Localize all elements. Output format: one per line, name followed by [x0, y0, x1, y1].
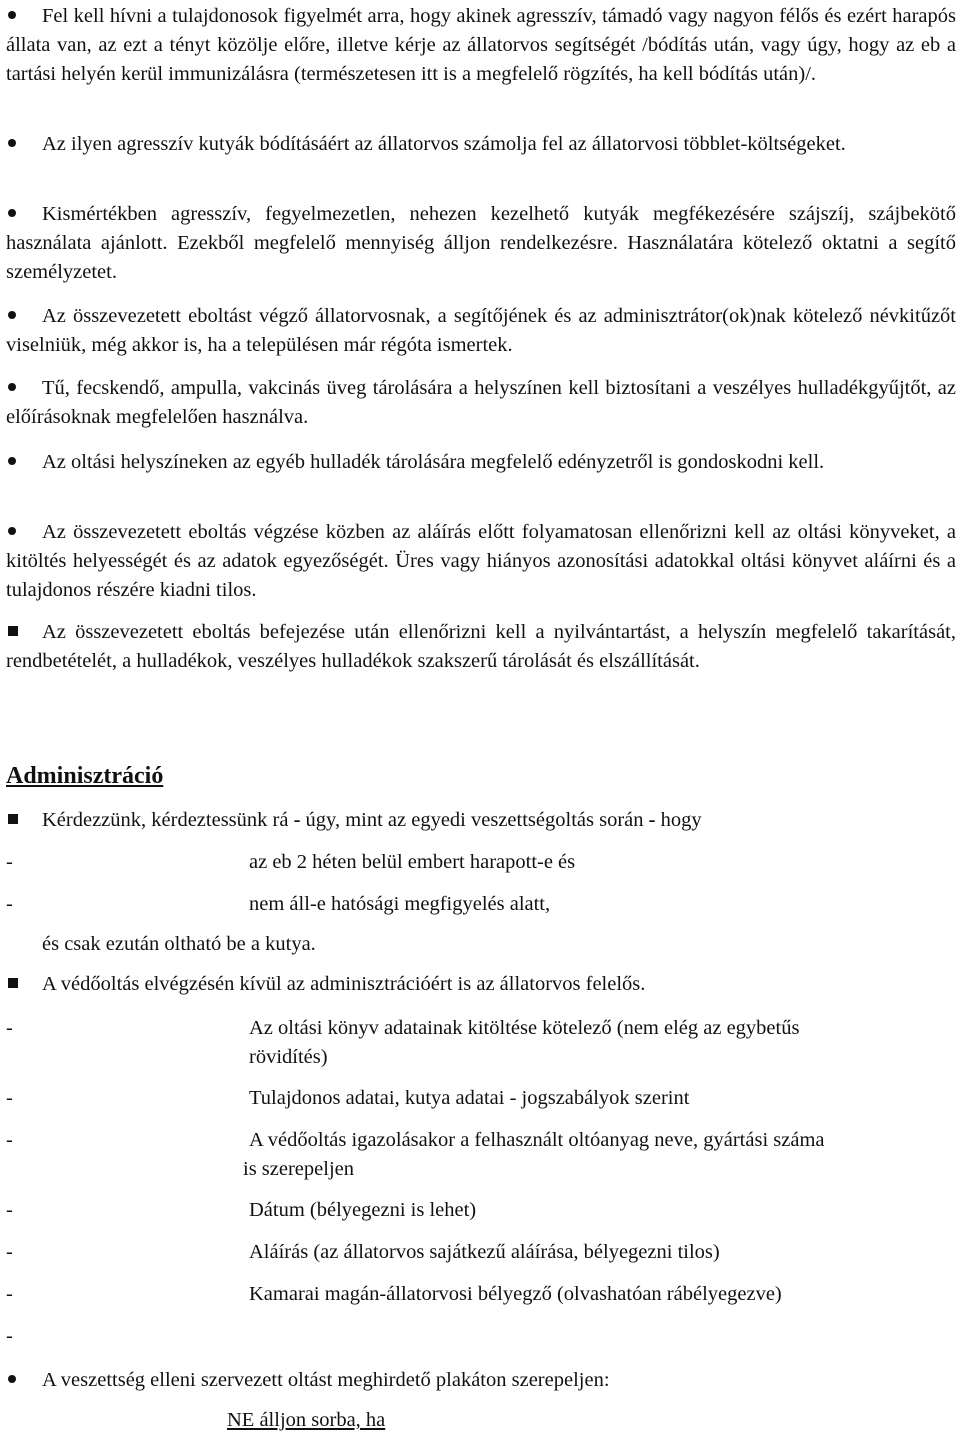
list-item: A veszettség elleni szervezett oltást meghirdető plakáton szerepeljen: — [6, 1366, 956, 1395]
list-item: Az összevezetett eboltás befejezése után ellenőrizni kell a nyilvántartást, a helyszín megfelelő takarítását, rendbetételét, a hulladékok, veszélyes hulladékok szakszerű tárolását és elszállítását. — [6, 621, 956, 672]
section-heading: Adminisztráció — [6, 763, 164, 789]
list-item: Fel kell hívni a tulajdonosok figyelmét arra, hogy akinek agresszív, támadó vagy nagyon félős és ezért harapós állata van, az ezt a tényt közölje előre, illetve kérje az állatorvos segítségét /bódítás után, vagy úgy, hogy az eb a tartási helyén kerül immunizálásra (természetesen itt is a megfelelő rögzítés, ha kell bódítás után)/. — [6, 5, 956, 85]
list-item: Az összevezetett eboltást végző állatorvosnak, a segítőjének és az adminisztrátor(ok)nak kötelező névkitűzőt viselniük, még akkor is, ha a településen már régóta ismertek. — [6, 305, 956, 356]
list-item: Az ilyen agresszív kutyák bódításáért az állatorvos számolja fel az állatorvosi többlet-költségeket. — [6, 130, 956, 159]
list-item: Az összevezetett eboltás végzése közben az aláírás előtt folyamatosan ellenőrizni kell az oltási könyveket, a kitöltés helyességét és az adatok egyezőségét. Üres vagy hiányos azonosítási adatokkal oltási könyvet aláírni és a tulajdonos részére kiadni tilos. — [6, 521, 956, 601]
list-item: A védőoltás elvégzésén kívül az adminisztrációért is az állatorvos felelős. — [6, 970, 956, 999]
list-item: Tű, fecskendő, ampulla, vakcinás üveg tárolására a helyszínen kell biztosítani a veszélyes hulladékgyűjtőt, az előírásoknak megfelelően használva. — [6, 377, 956, 428]
list-item: Az oltási helyszíneken az egyéb hulladék tárolására megfelelő edényzetről is gondoskodni kell. — [6, 448, 956, 477]
list-item: Kismértékben agresszív, fegyelmezetlen, nehezen kezelhető kutyák megfékezésére szájszíj, szájbekötő használata ajánlott. Ezekből megfelelő mennyiség álljon rendelkezésre. Használatára kötelező oktatni a segítő személyzetet. — [6, 203, 956, 283]
list-item: Kérdezzünk, kérdeztessünk rá - úgy, mint az egyedi veszettségoltás során - hogy — [6, 806, 956, 835]
